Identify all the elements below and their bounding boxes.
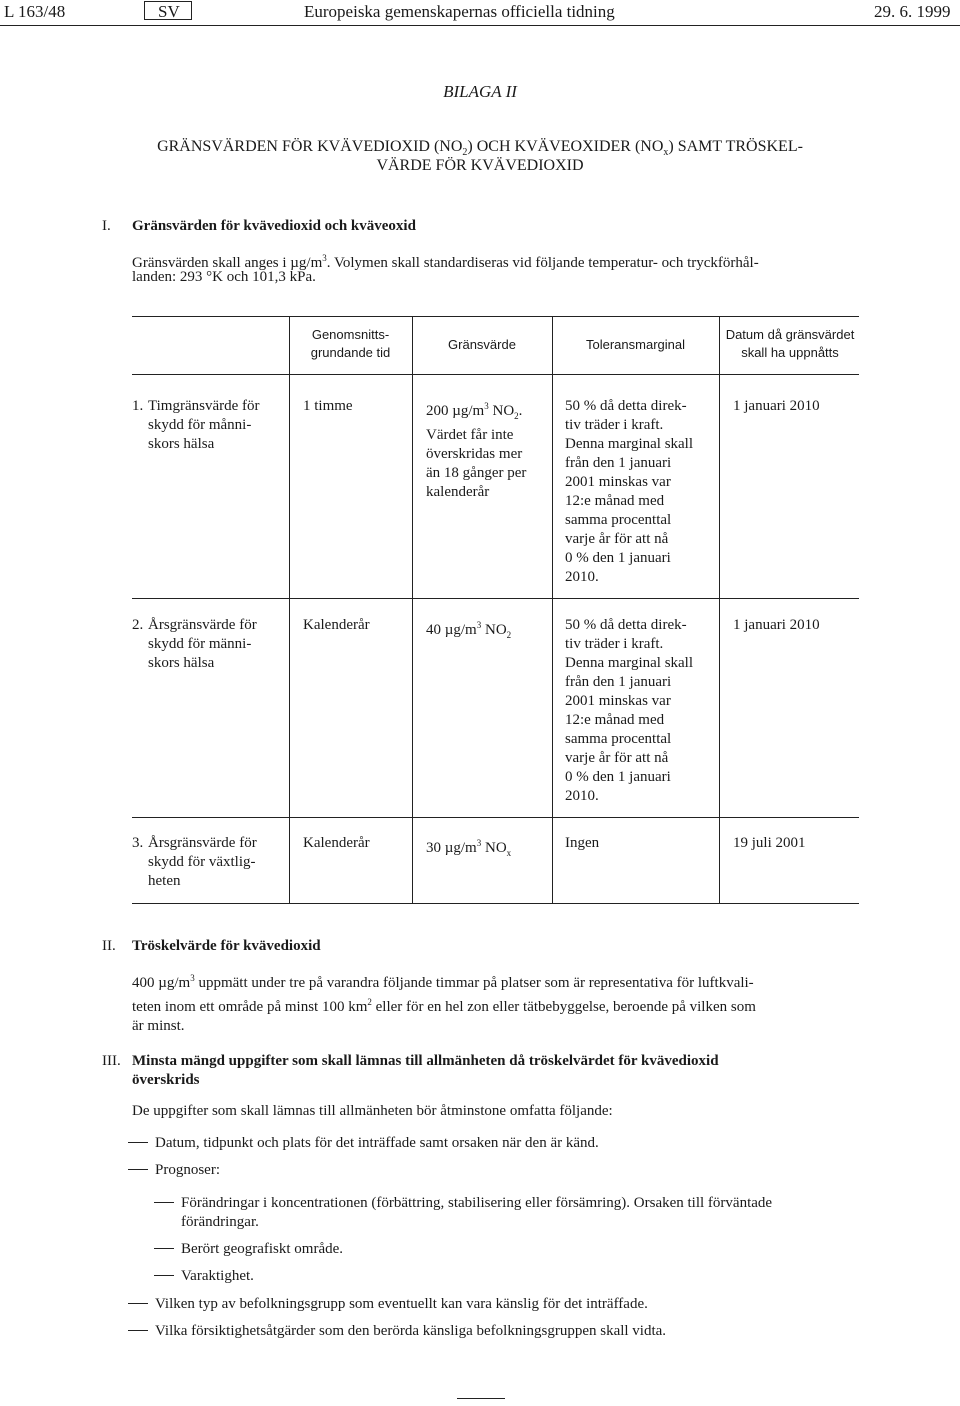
dash-bullet: [128, 1169, 148, 1170]
list-item: Vilka försiktighetsåtgärder som den berörda känsliga befolkningsgruppen skall vidta.: [128, 1322, 666, 1341]
row-limit-value: 200 $\mu g/m^3$ $NO_2$. Värdet får inte överskridas mer än 18 gånger per kalenderår: [426, 401, 527, 500]
row-margin-of-tolerance: 50 % då detta direk- tiv träder i kraft. Denna marginal skall från den 1 januari 2001 minskas var 12:e månad med samma procenttal varje år för att nå 0 % den 1 januari 2010.: [565, 398, 694, 585]
section2-heading: Tröskelvärde för kvävedioxid: [132, 938, 321, 954]
sub-list-item: Varaktighet.: [154, 1267, 254, 1286]
table-header-rule: [132, 374, 859, 375]
row-number: 3.: [132, 835, 144, 851]
dash-bullet: [154, 1275, 174, 1276]
row-period: Kalenderår: [303, 617, 370, 633]
section1-number: I.: [102, 218, 111, 234]
header-limit-value: Gränsvärde: [448, 337, 516, 352]
list-item: Vilken typ av befolkningsgrupp som eventuellt kan vara känslig för det inträffade.: [128, 1295, 648, 1314]
row-margin-of-tolerance: Ingen: [565, 835, 600, 851]
section2-number: II.: [102, 938, 116, 954]
issue-date: 29. 6. 1999: [874, 2, 951, 21]
dash-bullet: [154, 1202, 174, 1203]
dash-bullet: [128, 1330, 148, 1331]
row-description: Årsgränsvärde för skydd för männi- skors hälsa: [148, 617, 257, 671]
sub-list-item: Förändringar i koncentrationen (förbättring, stabilisering eller försämring). Orsaken till förväntade: [154, 1194, 772, 1213]
section3-heading: Minsta mängd uppgifter som skall lämnas till allmänheten då tröskelvärdet för kvävedioxid överskrids: [132, 1053, 719, 1088]
sub-list-item: Berört geografiskt område.: [154, 1240, 343, 1259]
sub-list-item-continuation: förändringar.: [181, 1214, 259, 1230]
table-row-rule: [132, 817, 859, 818]
row-attainment-date: 19 juli 2001: [733, 835, 806, 851]
table-bottom-rule: [132, 903, 859, 904]
dash-bullet: [128, 1303, 148, 1304]
section1-heading: Gränsvärden för kvävedioxid och kväveoxid: [132, 218, 416, 234]
journal-title: Europeiska gemenskapernas officiella tidning: [304, 2, 615, 21]
row-period: 1 timme: [303, 398, 353, 414]
row-attainment-date: 1 januari 2010: [733, 617, 820, 633]
row-limit-value: 40 $\mu g/m^3$ $NO_2$: [426, 620, 512, 640]
section2-paragraph: 400 $\mu g/m^3$ uppmätt under tre på varandra följande timmar på platser som är representativa för luftkvali- teten inom ett område på minst 100 $km^2$ eller för en hel zon eller tätbebyggelse, beroende på vilken som är minst.: [132, 973, 756, 1034]
list-item: Prognoser:: [128, 1161, 220, 1180]
row-number: 1.: [132, 398, 144, 414]
row-margin-of-tolerance: 50 % då detta direk- tiv träder i kraft. Denna marginal skall från den 1 januari 2001 minskas var 12:e månad med samma procenttal varje år för att nå 0 % den 1 januari 2010.: [565, 617, 694, 804]
table-top-rule: [132, 316, 859, 317]
header-averaging-period: Genomsnitts- grundande tid: [310, 327, 391, 360]
section1-paragraph-line2: landen: 293 °K och 101,3 kPa.: [132, 269, 316, 285]
row-description: Årsgränsvärde för skydd för växtlig- heten: [148, 835, 257, 889]
row-period: Kalenderår: [303, 835, 370, 851]
dash-bullet: [154, 1248, 174, 1249]
list-item: Datum, tidpunkt och plats för det inträffade samt orsaken när den är känd.: [128, 1134, 599, 1153]
page-reference: L 163/48: [4, 2, 66, 21]
table-column-rule: [412, 316, 413, 903]
end-rule: [457, 1398, 505, 1399]
section3-intro: De uppgifter som skall lämnas till allmänheten bör åtminstone omfatta följande:: [132, 1103, 613, 1119]
row-attainment-date: 1 januari 2010: [733, 398, 820, 414]
annex-title-line1: GRÄNSVÄRDEN FÖR KVÄVEDIOXID $(NO_2)$ OCH KVÄVEOXIDER $(NO_x)$ SAMT TRÖSKEL-: [157, 138, 803, 159]
dash-bullet: [128, 1142, 148, 1143]
header-rule: [0, 25, 960, 26]
table-column-rule: [552, 316, 553, 903]
table-column-rule: [719, 316, 720, 903]
table-column-rule: [289, 316, 290, 903]
section1-paragraph-line1: Gränsvärden skall anges i $\mu g/m^3$. Volymen skall standardiseras vid följande temperatur- och tryckförhål-: [132, 253, 759, 271]
section3-number: III.: [102, 1053, 121, 1069]
row-number: 2.: [132, 617, 144, 633]
header-attainment-date: Datum då gränsvärdet skall ha uppnåtts: [725, 327, 855, 360]
language-code: SV: [158, 2, 180, 21]
annex-label: BILAGA II: [443, 82, 517, 101]
table-row-rule: [132, 598, 859, 599]
row-description: Timgränsvärde för skydd för månni- skors hälsa: [148, 398, 260, 452]
row-limit-value: 30 $\mu g/m^3$ $NO_x$: [426, 838, 512, 858]
header-margin-of-tolerance: Toleransmarginal: [586, 337, 685, 352]
annex-title-line2: VÄRDE FÖR KVÄVEDIOXID: [376, 157, 584, 174]
